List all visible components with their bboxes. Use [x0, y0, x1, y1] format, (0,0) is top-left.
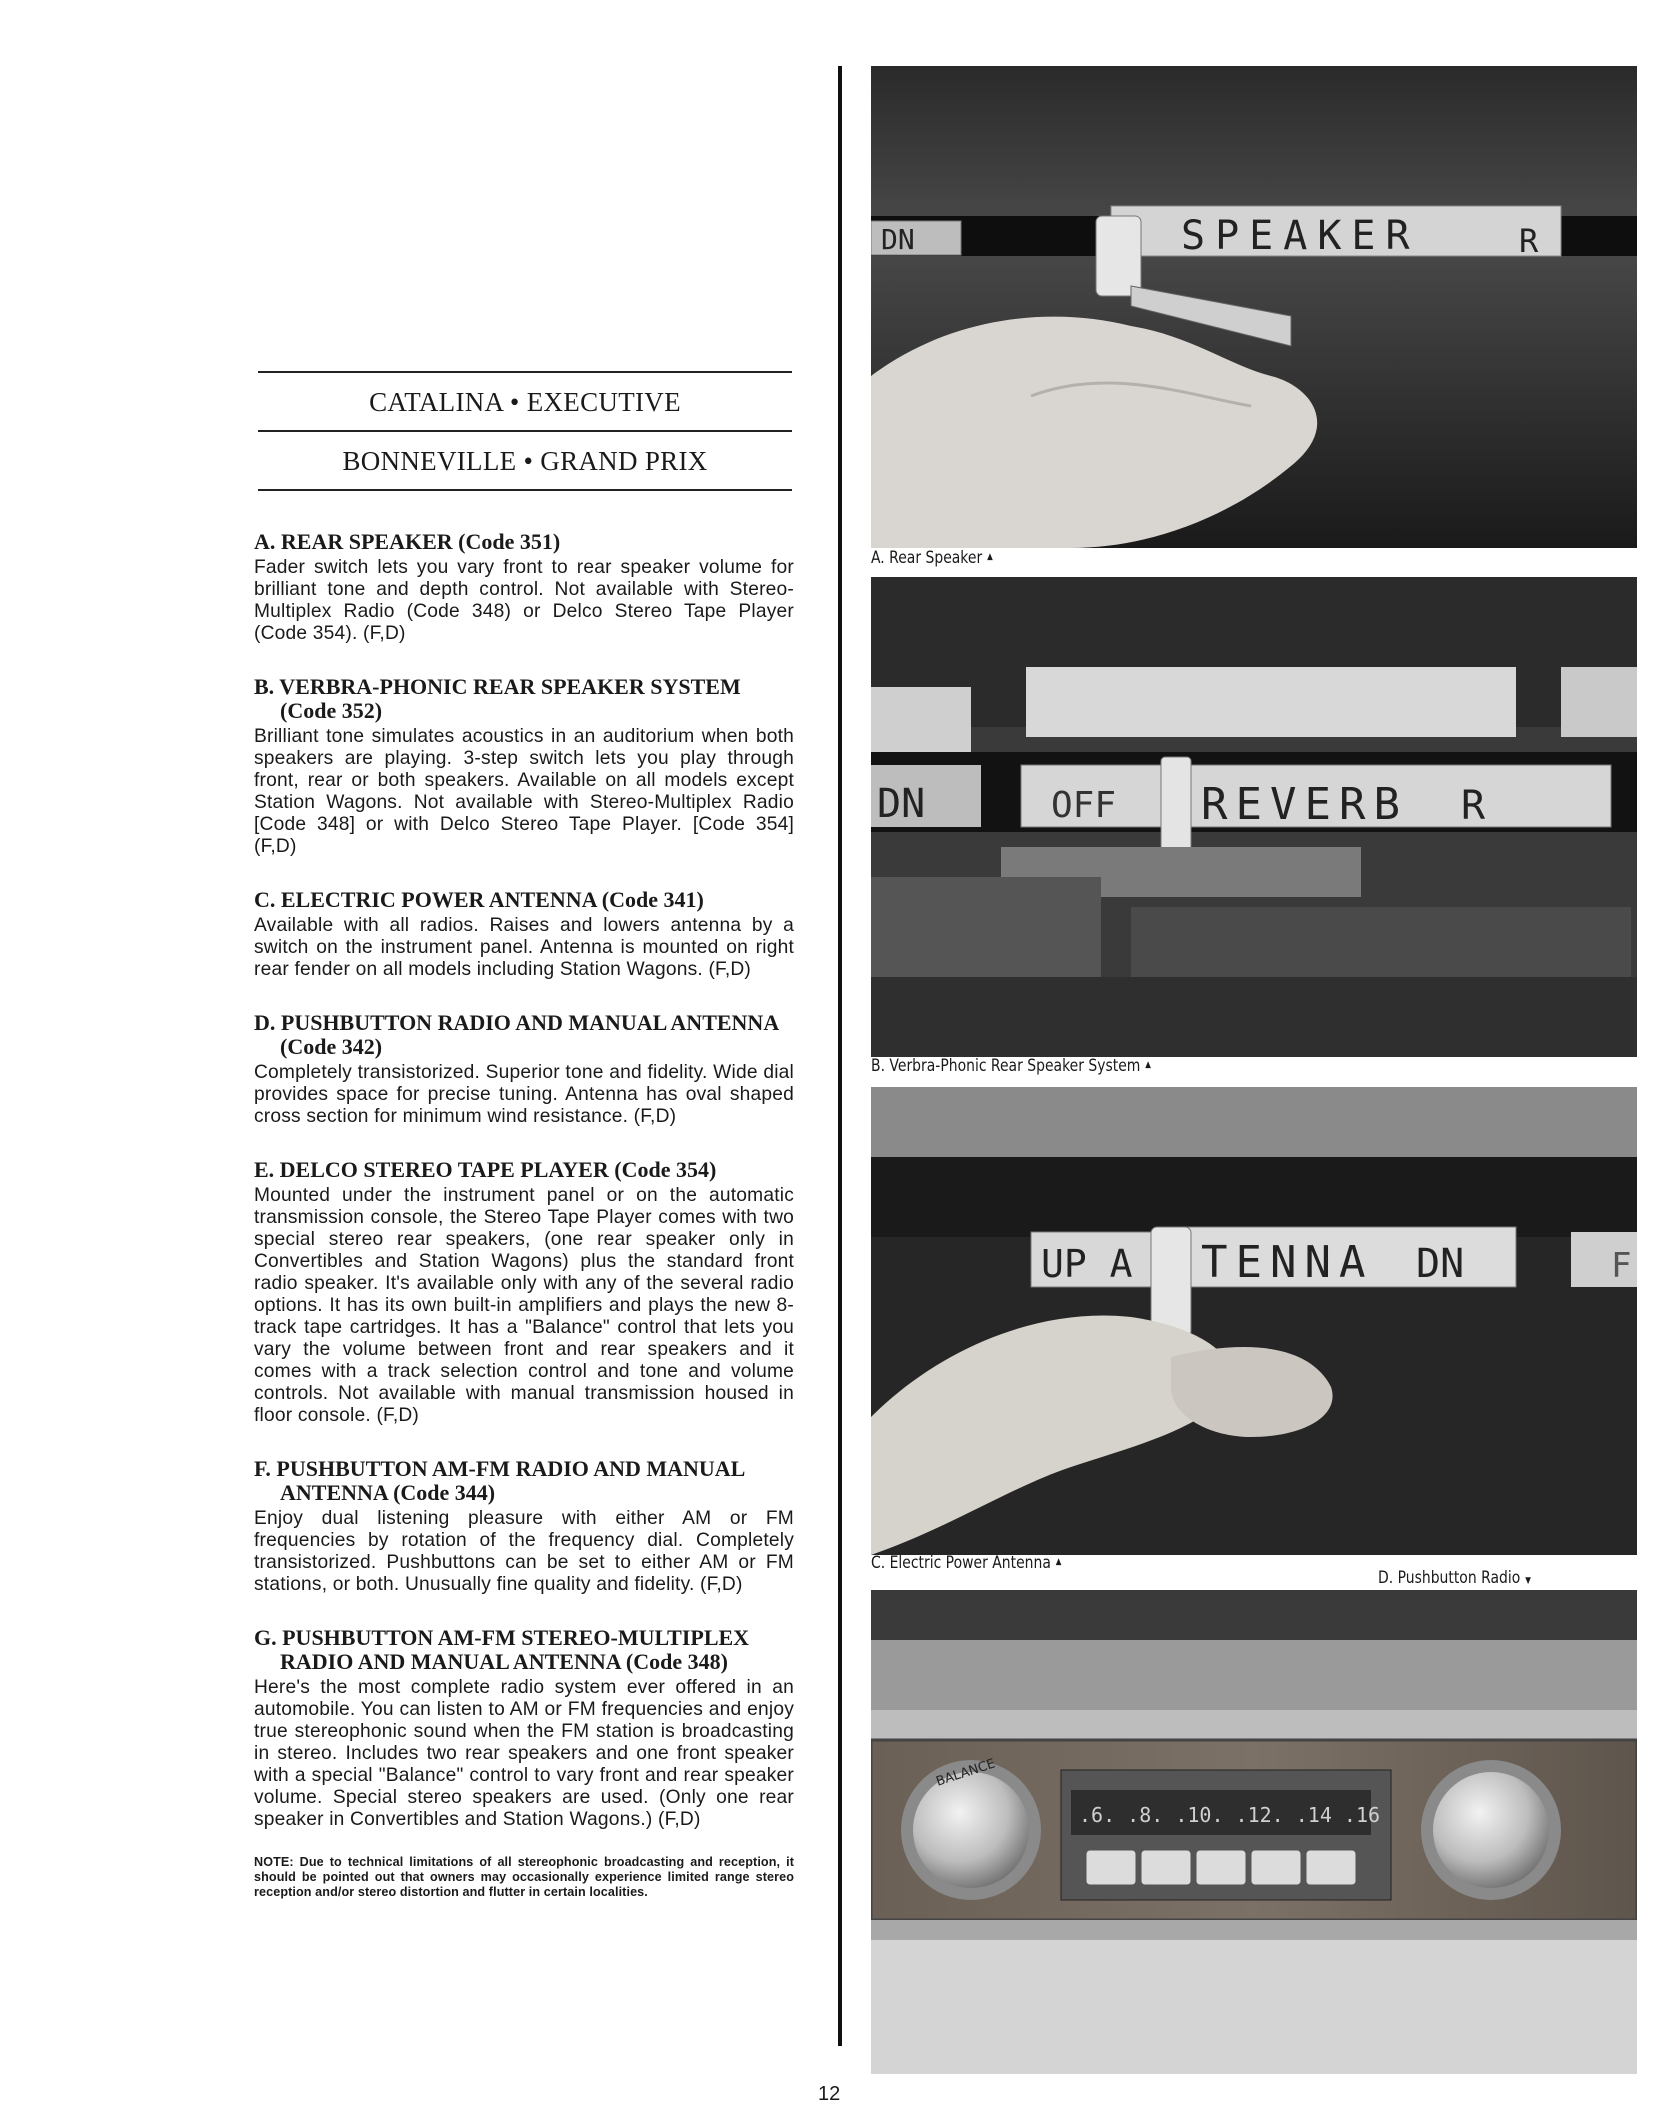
option-item-stereo-tape-player [254, 1158, 794, 1427]
caption-pushbutton-radio: D. Pushbutton Radio ▼ [1378, 1568, 1531, 1588]
option-title-code: (Code 352) [280, 698, 383, 723]
balance-knob [913, 1772, 1029, 1888]
option-title: C. ELECTRIC POWER ANTENNA (Code 341) [254, 887, 704, 912]
dial-scale: .6. .8. .10. .12. .14 .16 [1079, 1803, 1381, 1827]
column-divider [838, 66, 842, 2046]
option-item-rear-speaker [254, 530, 794, 645]
preset-button [1306, 1850, 1356, 1885]
option-title [254, 1457, 794, 1505]
option-item-power-antenna [254, 888, 794, 981]
slot-label-tenna: TENNA [1201, 1237, 1374, 1288]
fader-lever [1096, 216, 1141, 296]
series-title-line1: CATALINA • EXECUTIVE [369, 387, 681, 417]
caption-rear-speaker: A. Rear Speaker ▲ [871, 548, 993, 568]
caption-power-antenna: C. Electric Power Antenna ▲ [871, 1553, 1061, 1573]
option-item-pushbutton-radio [254, 1011, 794, 1128]
option-title-code: ANTENNA (Code 344) [280, 1480, 496, 1505]
caption-verbra-phonic: B. Verbra-Phonic Rear Speaker System ▲ [871, 1056, 1151, 1076]
preset-buttons [1086, 1850, 1356, 1885]
option-title [254, 1626, 794, 1674]
option-title-main: F. PUSHBUTTON AM-FM RADIO AND MANUAL [254, 1456, 746, 1481]
photo-power-antenna [871, 1087, 1637, 1555]
option-title: A. REAR SPEAKER (Code 351) [254, 529, 561, 554]
option-description: Available with all radios. Raises and lowers antenna by a switch on the instrument panel. Antenna is mounted on right rear fender on all models including Station Wagons. (F,D) [254, 915, 794, 980]
slot-label-dn: DN [881, 223, 915, 256]
option-title [254, 1011, 794, 1059]
option-title-code: RADIO AND MANUAL ANTENNA (Code 348) [280, 1649, 728, 1674]
option-description: Enjoy dual listening pleasure with either AM or FM frequencies by rotation of the frequency dial. Completely transistorized. Pushbuttons can be set to either AM or FM stations, or both. Unusually fine quality and fidelity. (F,D) [254, 1508, 794, 1595]
slot-label-reverb: REVERB [1201, 779, 1408, 830]
antenna-switch [1151, 1227, 1191, 1337]
preset-button [1141, 1850, 1191, 1885]
photo-rear-speaker [871, 66, 1637, 548]
tuning-knob [1433, 1772, 1549, 1888]
preset-button [1086, 1850, 1136, 1885]
page-number: 12 [818, 2083, 841, 2105]
slot-label-dn: DN [1416, 1241, 1465, 1287]
option-description: Completely transistorized. Superior tone and fidelity. Wide dial provides space for precise tuning. Antenna has oval shaped cross section for minimum wind resistance. (F,D) [254, 1062, 794, 1127]
photo-pushbutton-radio [871, 1590, 1637, 2074]
slot-label-r: R [1519, 222, 1539, 260]
slot-label-dn: DN [877, 781, 926, 827]
series-header [258, 371, 792, 491]
option-item-stereo-multiplex-radio [254, 1626, 794, 1831]
option-title-main: B. VERBRA-PHONIC REAR SPEAKER SYSTEM [254, 674, 741, 699]
option-list [254, 530, 794, 1900]
rule-bottom [258, 489, 792, 491]
option-description: Brilliant tone simulates acoustics in an auditorium when both speakers are playing. 3-step switch lets you play through front, rear or both speakers. Available on all models except Station Wagons. Not available with Stereo-Multiplex Radio [Code 348] or with Delco Stereo Tape Player. [Code 354] (F,D) [254, 726, 794, 857]
option-item-am-fm-radio [254, 1457, 794, 1596]
slot-label-off: OFF [1051, 785, 1117, 826]
stereo-note: NOTE: Due to technical limitations of all stereophonic broadcasting and reception, it should be pointed out that owners may occasionally experience limited range stereo reception and/or stereo distortion and flutter in certain localities. [254, 1855, 794, 1899]
option-title [254, 675, 794, 723]
option-description: Here's the most complete radio system ever offered in an automobile. You can listen to AM or FM frequencies and enjoy true stereophonic sound when the FM station is broadcasting in stereo. Includes two rear speakers and one front speaker with a special "Balance" control to vary front and rear speaker volume. Special stereo speakers are used. (Only one rear speaker in Convertibles and Station Wagons.) (F,D) [254, 1677, 794, 1830]
slot-label-up: UP A [1041, 1242, 1133, 1286]
photo-verbra-phonic [871, 577, 1637, 1057]
option-title-main: G. PUSHBUTTON AM-FM STEREO-MULTIPLEX [254, 1625, 750, 1650]
slot-label-r: R [1461, 783, 1486, 829]
preset-button [1251, 1850, 1301, 1885]
balance-label: BALANCE [934, 1756, 998, 1790]
preset-button [1196, 1850, 1246, 1885]
option-title-main: D. PUSHBUTTON RADIO AND MANUAL ANTENNA [254, 1010, 780, 1035]
option-description: Mounted under the instrument panel or on the automatic transmission console, the Stereo Tape Player comes with two special stereo rear speakers, (one rear speaker only in Convertibles and Station Wagons) plus the standard front radio speaker. It's available only with any of the several radio options. It has its own built-in amplifiers and plays the new 8-track tape cartridges. It has a "Balance" control that lets you vary the volume between front and rear speakers and it comes with a track selection control and tone and volume controls. Not available with manual transmission housed in floor console. (F,D) [254, 1185, 794, 1426]
option-description: Fader switch lets you vary front to rear speaker volume for brilliant tone and depth control. Not available with Stereo-Multiplex Radio (Code 348) or Delco Stereo Tape Player (Code 354). (F,D) [254, 557, 794, 644]
option-title: E. DELCO STEREO TAPE PLAYER (Code 354) [254, 1157, 717, 1182]
slot-label-speaker: SPEAKER [1181, 213, 1420, 259]
slot-label-f: F [1611, 1246, 1632, 1286]
series-title-line2: BONNEVILLE • GRAND PRIX [342, 446, 708, 476]
option-item-verbra-phonic [254, 675, 794, 858]
option-title-code: (Code 342) [280, 1034, 383, 1059]
